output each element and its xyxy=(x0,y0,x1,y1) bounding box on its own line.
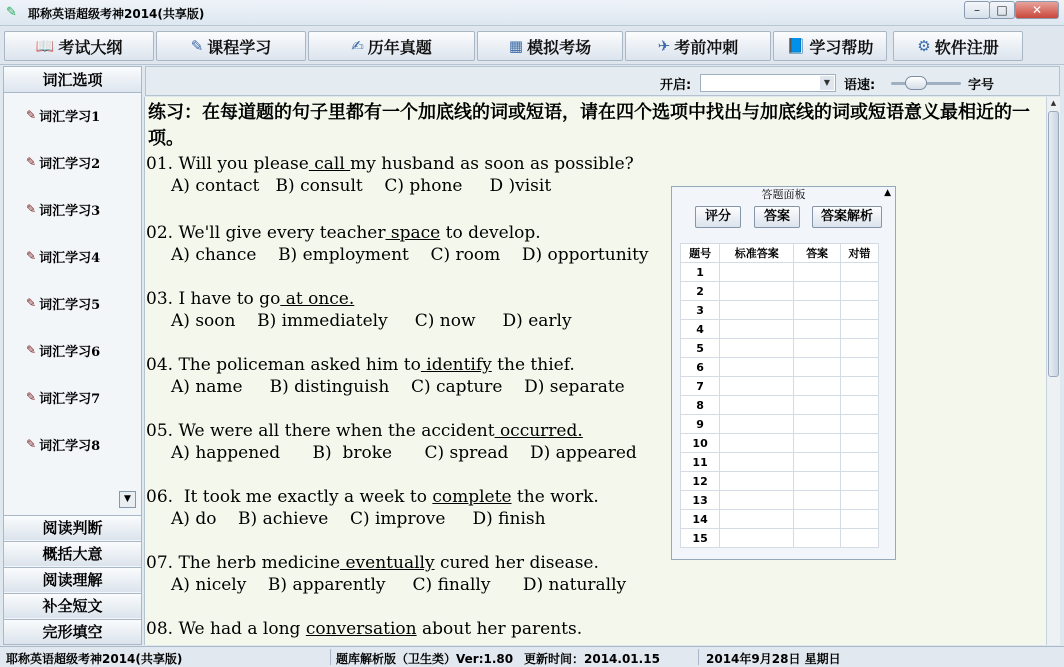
close-button[interactable]: ✕ xyxy=(1015,1,1059,19)
question-1-options[interactable]: A) contact B) consult C) phone D )visit xyxy=(171,176,552,196)
table-row[interactable]: 13 xyxy=(681,491,879,510)
sidebar-item-label: 词汇学习3 xyxy=(39,203,101,219)
question-1: 01. Will you please call my husband as soon as possible? xyxy=(146,154,634,174)
question-4: 04. The policeman asked him to identify the thief. xyxy=(146,355,575,375)
title-bar xyxy=(0,0,1064,26)
past-exams-label: 历年真题 xyxy=(367,37,432,57)
answer-grid xyxy=(680,243,879,547)
open-label: 开启: xyxy=(660,78,692,93)
table-row[interactable]: 1 xyxy=(681,263,879,282)
question-8: 08. We had a long conversation about her parents. xyxy=(146,619,583,639)
main-toolbar xyxy=(0,27,1064,65)
question-4-options[interactable]: A) name B) distinguish C) capture D) separate xyxy=(171,377,625,397)
mock-exam-button[interactable] xyxy=(477,31,623,61)
sidebar-item-vocab-6[interactable] xyxy=(26,340,100,360)
sidebar-item-vocab-3[interactable] xyxy=(26,199,100,219)
register-label: 软件注册 xyxy=(934,37,999,57)
answer-panel xyxy=(671,186,896,560)
table-row[interactable]: 5 xyxy=(681,339,879,358)
pen-icon: ✎ xyxy=(26,437,37,451)
sidebar-item-label: 词汇学习4 xyxy=(39,250,101,266)
answer-panel-title: 答题面板 xyxy=(761,188,806,201)
exercise-content xyxy=(144,97,1046,645)
minimize-button[interactable]: – xyxy=(964,1,990,19)
section-reading-comprehension[interactable]: 阅读理解 xyxy=(4,567,141,592)
sidebar-item-label: 词汇学习2 xyxy=(39,156,101,172)
question-2: 02. We'll give every teacher space to develop. xyxy=(146,223,541,243)
col-standard-answer: 标准答案 xyxy=(720,244,794,263)
col-answer: 答案 xyxy=(794,244,841,263)
status-divider xyxy=(330,649,331,665)
writing-icon: ✍ xyxy=(351,37,364,55)
table-row[interactable]: 14 xyxy=(681,510,879,529)
question-6-options[interactable]: A) do B) achieve C) improve D) finish xyxy=(171,509,546,529)
sidebar-header[interactable]: 词汇选项 xyxy=(4,67,141,93)
font-size-label: 字号 xyxy=(968,78,995,93)
status-update-time: 更新时间：2014.01.15 xyxy=(524,652,660,666)
status-divider xyxy=(698,649,699,665)
pen-icon: ✎ xyxy=(26,343,37,357)
col-question-number: 题号 xyxy=(681,244,720,263)
status-edition: 题库解析版（卫生类）Ver:1.80 xyxy=(336,652,514,666)
study-help-button[interactable] xyxy=(773,31,887,61)
pen-icon: ✎ xyxy=(26,155,37,169)
score-button[interactable]: 评分 xyxy=(695,206,741,228)
window-title: 耶称英语超级考神2014(共享版) xyxy=(28,7,205,21)
question-7-options[interactable]: A) nicely B) apparently C) finally D) naturally xyxy=(171,575,627,595)
table-row[interactable]: 8 xyxy=(681,396,879,415)
table-row[interactable]: 7 xyxy=(681,377,879,396)
table-row[interactable]: 9 xyxy=(681,415,879,434)
question-3: 03. I have to go at once. xyxy=(146,289,355,309)
course-study-label: 课程学习 xyxy=(207,37,272,57)
final-sprint-button[interactable] xyxy=(625,31,771,61)
sidebar-item-label: 词汇学习5 xyxy=(39,297,101,313)
collapse-icon[interactable]: ▲ xyxy=(884,188,891,198)
table-row[interactable]: 3 xyxy=(681,301,879,320)
syllabus-label: 考试大纲 xyxy=(58,37,123,57)
sidebar-item-vocab-5[interactable] xyxy=(26,293,100,313)
sidebar-item-label: 词汇学习8 xyxy=(39,438,101,454)
answer-button[interactable]: 答案 xyxy=(754,206,800,228)
sidebar-item-label: 词汇学习6 xyxy=(39,344,101,360)
question-6: 06. It took me exactly a week to complete the work. xyxy=(146,487,599,507)
instruction-text: 练习：在每道题的句子里都有一个加底线的词或短语，请在四个选项中找出与加底线的词或短语意义最相近的一项。 xyxy=(148,102,1030,149)
question-5-options[interactable]: A) happened B) broke C) spread D) appeared xyxy=(171,443,637,463)
sidebar-scroll-down-icon[interactable]: ▼ xyxy=(119,491,136,508)
scrollbar-thumb[interactable] xyxy=(1048,111,1059,377)
question-7: 07. The herb medicine eventually cured her disease. xyxy=(146,553,599,573)
content-scrollbar[interactable] xyxy=(1046,97,1060,645)
chevron-down-icon[interactable]: ▼ xyxy=(820,76,834,90)
final-sprint-label: 考前冲刺 xyxy=(674,37,739,57)
course-study-button[interactable] xyxy=(156,31,306,61)
sidebar-item-vocab-1[interactable] xyxy=(26,105,100,125)
speed-label: 语速: xyxy=(844,78,876,93)
table-row[interactable]: 6 xyxy=(681,358,879,377)
maximize-button[interactable]: □ xyxy=(989,1,1015,19)
pen-icon: ✎ xyxy=(26,296,37,310)
table-row[interactable]: 2 xyxy=(681,282,879,301)
speed-slider-thumb[interactable] xyxy=(905,76,927,90)
sidebar xyxy=(3,66,142,645)
table-row[interactable]: 4 xyxy=(681,320,879,339)
col-correct: 对错 xyxy=(840,244,878,263)
past-exams-button[interactable] xyxy=(308,31,475,61)
pen-icon: ✎ xyxy=(26,108,37,122)
answer-explanation-button[interactable]: 答案解析 xyxy=(812,206,882,228)
status-date: 2014年9月28日 星期日 xyxy=(706,652,841,666)
pen-icon: ✎ xyxy=(26,390,37,404)
sidebar-item-vocab-2[interactable] xyxy=(26,152,100,172)
table-row[interactable]: 10 xyxy=(681,434,879,453)
study-help-label: 学习帮助 xyxy=(809,37,874,57)
open-select[interactable] xyxy=(700,74,836,92)
sidebar-item-label: 词汇学习7 xyxy=(39,391,101,407)
section-reading-judgement[interactable]: 阅读判断 xyxy=(4,515,141,540)
pen-icon: ✎ xyxy=(26,202,37,216)
pen-icon: ✎ xyxy=(190,37,204,55)
table-row[interactable]: 12 xyxy=(681,472,879,491)
section-completion[interactable]: 补全短文 xyxy=(4,593,141,618)
status-bar xyxy=(0,646,1064,667)
syllabus-button[interactable] xyxy=(4,31,154,61)
app-icon: ✎ xyxy=(6,5,17,20)
question-2-options[interactable]: A) chance B) employment C) room D) opportunity xyxy=(171,245,649,265)
table-row[interactable]: 11 xyxy=(681,453,879,472)
section-main-idea[interactable]: 概括大意 xyxy=(4,541,141,566)
building-icon: ▦ xyxy=(508,37,524,55)
pen-icon: ✎ xyxy=(26,249,37,263)
book-icon: 📖 xyxy=(35,37,55,55)
answer-grid-header xyxy=(681,244,879,263)
sidebar-item-vocab-4[interactable] xyxy=(26,246,100,266)
help-book-icon: 📘 xyxy=(786,37,806,55)
register-button[interactable] xyxy=(893,31,1023,61)
mock-exam-label: 模拟考场 xyxy=(527,37,592,57)
control-row xyxy=(145,66,1060,96)
section-cloze[interactable]: 完形填空 xyxy=(4,619,141,644)
scroll-up-icon[interactable]: ▲ xyxy=(1050,99,1057,107)
sidebar-item-vocab-7[interactable] xyxy=(26,387,100,407)
table-row[interactable]: 15 xyxy=(681,529,879,548)
sidebar-item-vocab-8[interactable] xyxy=(26,434,100,454)
plane-icon: ✈ xyxy=(657,37,671,55)
gear-icon: ⚙ xyxy=(917,37,931,55)
question-5: 05. We were all there when the accident occurred. xyxy=(146,421,583,441)
question-3-options[interactable]: A) soon B) immediately C) now D) early xyxy=(171,311,572,331)
sidebar-item-label: 词汇学习1 xyxy=(39,109,101,125)
status-app-name: 耶称英语超级考神2014(共享版) xyxy=(6,652,183,666)
